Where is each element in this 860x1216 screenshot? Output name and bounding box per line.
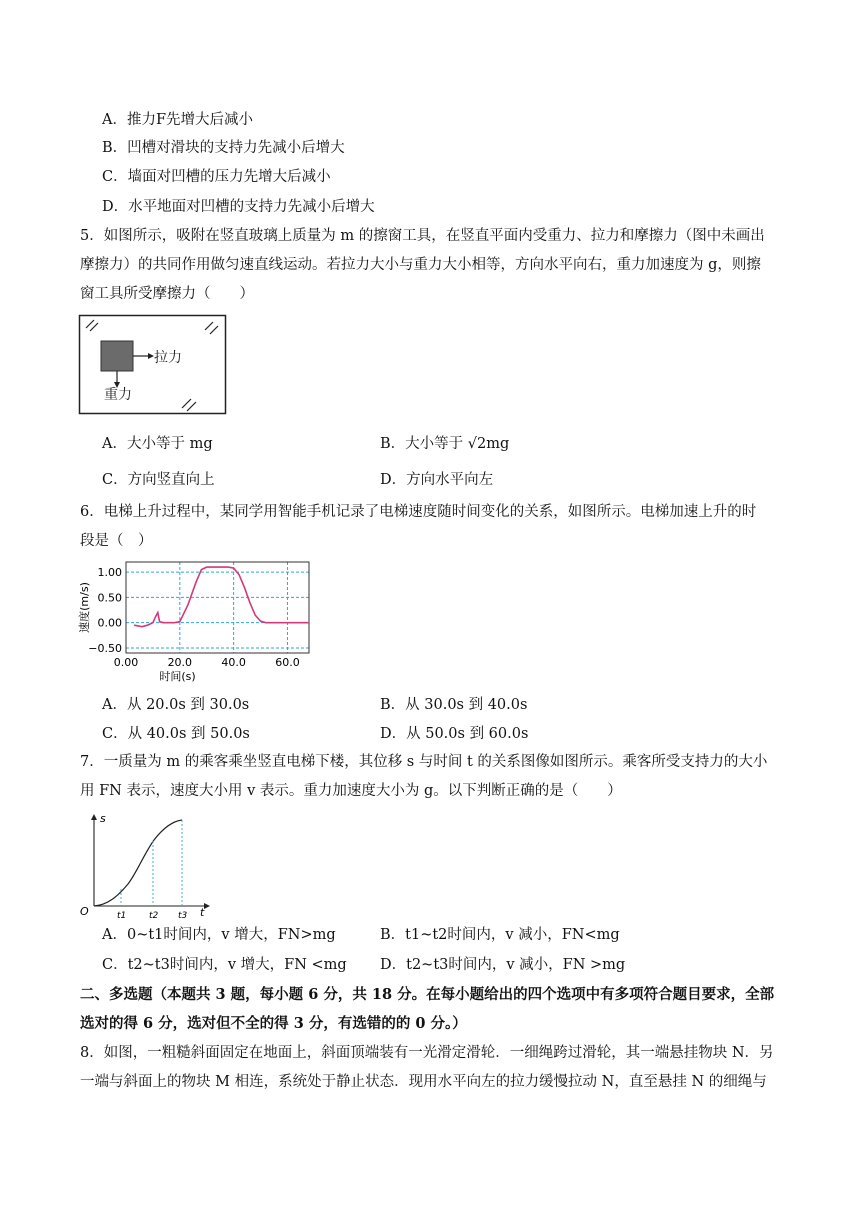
t1-label: t1 bbox=[117, 911, 127, 920]
x-tick-label: 20.0 bbox=[167, 656, 193, 669]
q5-option-c: C．方向竖直向上 bbox=[102, 472, 215, 488]
q4-option-c: C．墙面对凹槽的压力先增大后减小 bbox=[102, 169, 331, 185]
q6-option-b: B．从 30.0s 到 40.0s bbox=[380, 697, 528, 713]
q7-option-c: C．t2~t3时间内，v 增大，FN <mg bbox=[102, 957, 347, 973]
window-cleaner-block bbox=[101, 341, 133, 371]
origin-label: O bbox=[80, 905, 89, 918]
y-tick-label: 1.00 bbox=[97, 566, 122, 580]
q6-stem-line-1: 6．电梯上升过程中，某同学用智能手机记录了电梯速度随时间变化的关系，如图所示。电梯加速上升的时 bbox=[80, 504, 757, 520]
x-tick-label: 60.0 bbox=[275, 656, 300, 669]
q6-option-c: C．从 40.0s 到 50.0s bbox=[102, 726, 250, 742]
t-label: t bbox=[200, 906, 205, 919]
pull-label: 拉力 bbox=[154, 350, 182, 366]
s-label: s bbox=[100, 812, 106, 825]
q5-option-b: B．大小等于 √2mg bbox=[380, 436, 510, 452]
y-tick-label: 0.50 bbox=[97, 591, 122, 605]
q7-displacement-graph bbox=[78, 806, 213, 920]
y-tick-label: 0.00 bbox=[97, 616, 122, 630]
x-tick-label: 0.00 bbox=[113, 656, 139, 669]
q4-option-d: D．水平地面对凹槽的支持力先减小后增大 bbox=[102, 199, 375, 215]
q6-velocity-chart bbox=[76, 556, 316, 686]
q7-option-b: B．t1~t2时间内，v 减小，FN<mg bbox=[380, 927, 620, 943]
section2-header-line-2: 选对的得 6 分，选对但不全的得 3 分，有选错的的 0 分。） bbox=[80, 1015, 467, 1032]
section2-header-line-1: 二、多选题（本题共 3 题，每小题 6 分，共 18 分。在每小题给出的四个选项中有多项符合题目要求，全部 bbox=[80, 986, 775, 1003]
q8-stem-line-1: 8．如图，一粗糙斜面固定在地面上，斜面顶端装有一光滑定滑轮．一细绳跨过滑轮，其一端悬挂物块 N．另 bbox=[80, 1045, 774, 1061]
gravity-label: 重力 bbox=[104, 387, 132, 403]
q4-option-a: A．推力F先增大后减小 bbox=[102, 112, 254, 128]
s-t-curve bbox=[94, 820, 182, 906]
q5-option-d: D．方向水平向左 bbox=[380, 472, 494, 488]
chart-frame bbox=[126, 562, 309, 653]
x-axis-label: 时间(s) bbox=[159, 670, 196, 683]
q5-window-figure bbox=[78, 314, 228, 416]
s-axis-arrow-icon bbox=[91, 814, 97, 820]
q8-stem-line-2: 一端与斜面上的物块 M 相连，系统处于静止状态．现用水平向左的拉力缓慢拉动 N，直至悬挂 N 的细绳与 bbox=[80, 1074, 767, 1090]
chart-grid bbox=[126, 562, 309, 653]
x-tick-label: 40.0 bbox=[221, 656, 246, 669]
q6-option-a: A．从 20.0s 到 30.0s bbox=[102, 697, 250, 713]
t2-label: t2 bbox=[149, 911, 159, 920]
q6-option-d: D．从 50.0s 到 60.0s bbox=[380, 726, 529, 742]
chart-ticks bbox=[88, 566, 299, 669]
q5-stem-line-3: 窗工具所受摩擦力（ ） bbox=[80, 286, 254, 302]
q5-option-a: A．大小等于 mg bbox=[102, 436, 213, 452]
q7-stem-line-2: 用 FN 表示，速度大小用 v 表示。重力加速度大小为 g。以下判断正确的是（ ） bbox=[80, 783, 622, 799]
q7-option-a: A．0~t1时间内，v 增大，FN>mg bbox=[102, 927, 336, 943]
q7-stem-line-1: 7．一质量为 m 的乘客乘坐竖直电梯下楼，其位移 s 与时间 t 的关系图像如图所示。乘客所受支持力的大小 bbox=[80, 754, 768, 770]
q7-option-d: D．t2~t3时间内，v 减小，FN >mg bbox=[380, 957, 626, 973]
q4-option-b: B．凹槽对滑块的支持力先减小后增大 bbox=[102, 140, 345, 156]
q6-stem-line-2: 段是（ ） bbox=[80, 533, 153, 549]
guide-lines bbox=[121, 820, 182, 906]
t-axis-arrow-icon bbox=[204, 903, 210, 909]
y-axis-label: 速度(m/s) bbox=[78, 582, 91, 633]
q5-stem-line-1: 5．如图所示，吸附在竖直玻璃上质量为 m 的擦窗工具，在竖直平面内受重力、拉力和摩擦力（图中未画出 bbox=[80, 228, 765, 244]
t3-label: t3 bbox=[178, 911, 188, 920]
y-tick-label: −0.50 bbox=[88, 641, 122, 655]
q5-stem-line-2: 摩擦力）的共同作用做匀速直线运动。若拉力大小与重力大小相等，方向水平向右，重力加速度为 g，则擦 bbox=[80, 257, 761, 273]
